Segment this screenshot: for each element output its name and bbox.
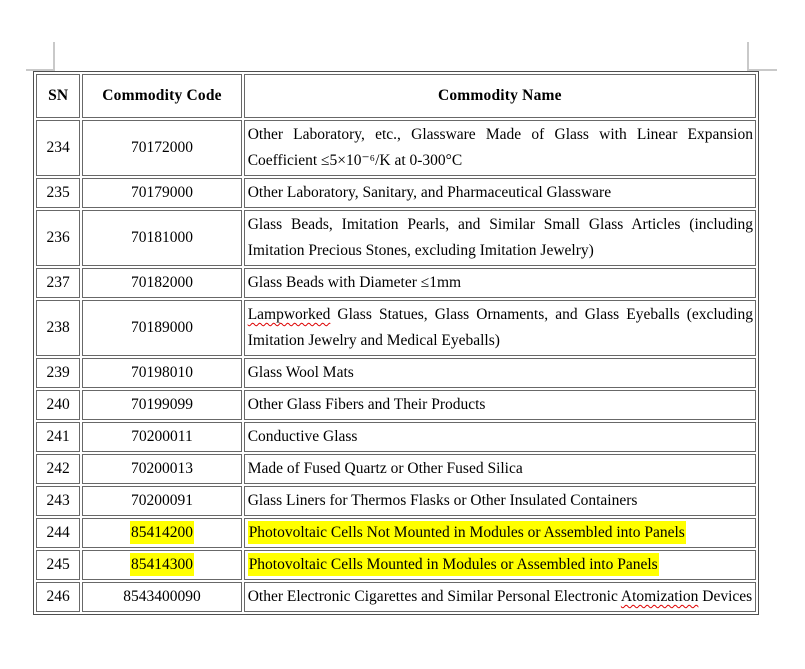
sn-cell: 243 (36, 486, 80, 516)
table-row (36, 550, 756, 580)
header-row (36, 74, 756, 118)
sn-cell: 237 (36, 268, 80, 298)
table-row (36, 390, 756, 420)
code-cell: 70172000 (82, 120, 241, 176)
sn-cell: 240 (36, 390, 80, 420)
highlighted-name: Photovoltaic Cells Not Mounted in Modules or Assembled into Panels (248, 521, 686, 544)
table-row (36, 454, 756, 484)
table-row (36, 358, 756, 388)
table-body (36, 120, 756, 612)
code-cell: 70182000 (82, 268, 241, 298)
name-cell (244, 518, 756, 548)
table-row (36, 268, 756, 298)
sn-cell: 244 (36, 518, 80, 548)
sn-cell: 242 (36, 454, 80, 484)
table-row (36, 178, 756, 208)
sn-cell: 241 (36, 422, 80, 452)
table-row (36, 422, 756, 452)
name-cell: Other Glass Fibers and Their Products (244, 390, 756, 420)
table-row (36, 300, 756, 356)
text-boundary-mark-right-vertical (747, 42, 749, 71)
table-row (36, 582, 756, 612)
name-cell: Other Laboratory, Sanitary, and Pharmaceutical Glassware (244, 178, 756, 208)
name-cell: Glass Beads with Diameter ≤1mm (244, 268, 756, 298)
sn-cell: 234 (36, 120, 80, 176)
header-sn: SN (36, 74, 80, 118)
name-cell (244, 550, 756, 580)
commodity-table (33, 71, 759, 615)
code-cell: 70200013 (82, 454, 241, 484)
sn-cell: 245 (36, 550, 80, 580)
sn-cell: 246 (36, 582, 80, 612)
code-cell: 70189000 (82, 300, 241, 356)
sn-cell: 235 (36, 178, 80, 208)
table-row (36, 210, 756, 266)
name-cell: Made of Fused Quartz or Other Fused Silica (244, 454, 756, 484)
name-cell: Conductive Glass (244, 422, 756, 452)
code-cell (82, 550, 241, 580)
name-cell: Glass Beads, Imitation Pearls, and Similar Small Glass Articles (including Imitation Precious Stones, excluding Imitation Jewelry) (244, 210, 756, 266)
misspelled-word: Atomization (620, 588, 699, 605)
code-cell (82, 518, 241, 548)
name-cell: Glass Liners for Thermos Flasks or Other Insulated Containers (244, 486, 756, 516)
highlighted-code: 85414300 (130, 553, 194, 576)
header-commodity-name: Commodity Name (244, 74, 756, 118)
highlighted-name: Photovoltaic Cells Mounted in Modules or Assembled into Panels (248, 553, 659, 576)
table-row (36, 486, 756, 516)
code-cell: 8543400090 (82, 582, 241, 612)
code-cell: 70200091 (82, 486, 241, 516)
text-boundary-mark-left-vertical (53, 42, 55, 71)
code-cell: 70181000 (82, 210, 241, 266)
table-row (36, 518, 756, 548)
name-cell: Glass Wool Mats (244, 358, 756, 388)
name-cell: Lampworked Glass Statues, Glass Ornaments, and Glass Eyeballs (excluding Imitation Jewelry and Medical Eyeballs) (244, 300, 756, 356)
sn-cell: 239 (36, 358, 80, 388)
highlighted-code: 85414200 (130, 521, 194, 544)
sn-cell: 238 (36, 300, 80, 356)
code-cell: 70179000 (82, 178, 241, 208)
name-cell: Other Laboratory, etc., Glassware Made of Glass with Linear Expansion Coefficient ≤5×10⁻⁶/K at 0-300°C (244, 120, 756, 176)
sn-cell: 236 (36, 210, 80, 266)
header-commodity-code: Commodity Code (82, 74, 241, 118)
code-cell: 70199099 (82, 390, 241, 420)
misspelled-word: Lampworked (247, 306, 331, 323)
code-cell: 70200011 (82, 422, 241, 452)
code-cell: 70198010 (82, 358, 241, 388)
name-cell: Other Electronic Cigarettes and Similar Personal Electronic Atomization Devices (244, 582, 756, 612)
table-row (36, 120, 756, 176)
